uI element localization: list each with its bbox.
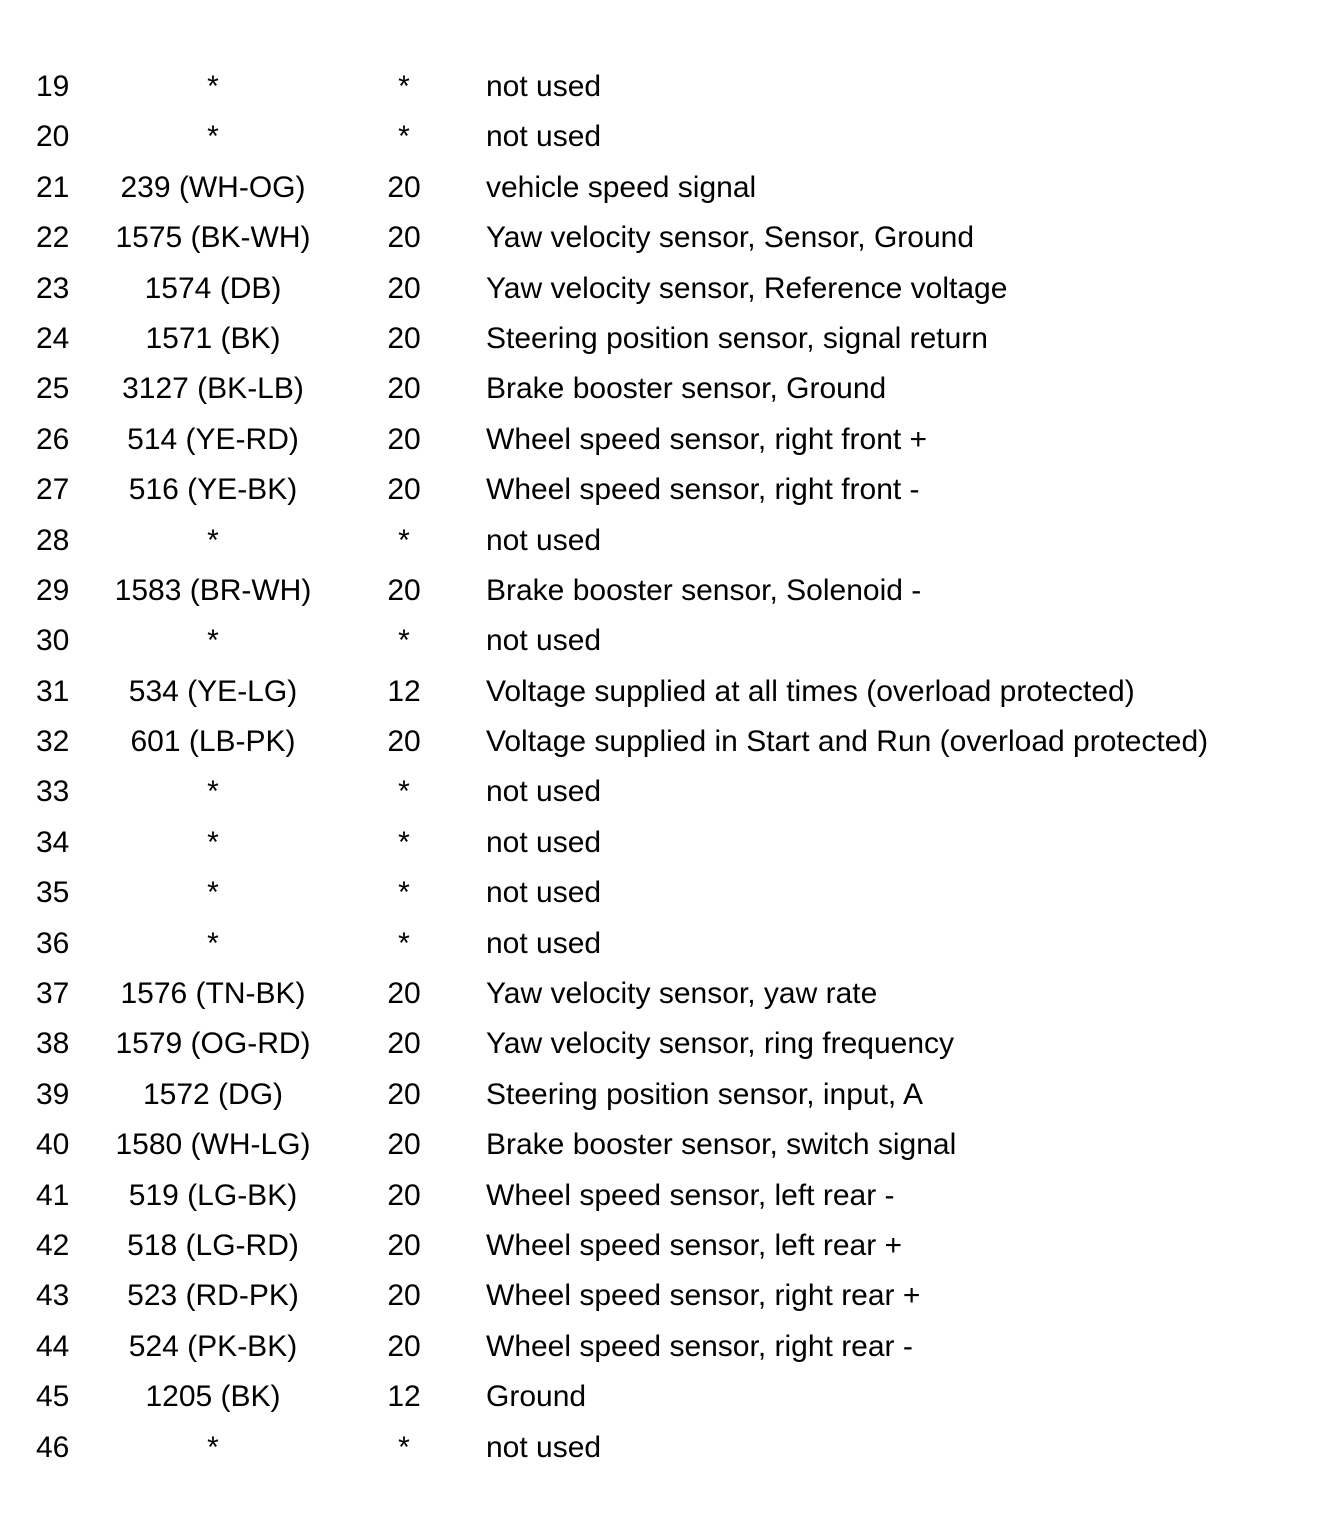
pin-number: 42 [36, 1228, 70, 1262]
circuit-id: 1575 (BK-WH) [115, 221, 311, 255]
wire-gauge: * [398, 876, 410, 910]
circuit-id: 1574 (DB) [144, 271, 282, 305]
pin-row [0, 415, 1323, 465]
pin-number: 26 [36, 422, 70, 456]
wire-gauge: 20 [387, 725, 421, 759]
pin-function: Yaw velocity sensor, yaw rate [486, 977, 878, 1011]
pin-row [0, 868, 1323, 918]
pin-row [0, 264, 1323, 314]
pin-function: Brake booster sensor, switch signal [486, 1128, 957, 1162]
pin-row [0, 314, 1323, 364]
pin-function: Yaw velocity sensor, Sensor, Ground [486, 221, 975, 255]
circuit-id: * [207, 775, 219, 809]
circuit-id: 518 (LG-RD) [127, 1228, 299, 1262]
pin-function: Wheel speed sensor, right front - [486, 473, 920, 507]
circuit-id: * [207, 70, 219, 103]
pin-function: not used [486, 120, 602, 154]
pin-number: 31 [36, 674, 70, 708]
pin-function: not used [486, 624, 602, 658]
wire-gauge: * [398, 70, 410, 103]
pin-function: not used [486, 1430, 602, 1464]
circuit-id: 1576 (TN-BK) [120, 977, 306, 1011]
wire-gauge: 20 [387, 1178, 421, 1212]
pin-function: Yaw velocity sensor, ring frequency [486, 1027, 955, 1061]
pin-row [0, 516, 1323, 566]
pin-row [0, 1322, 1323, 1372]
wire-gauge: 20 [387, 1279, 421, 1313]
pin-function: not used [486, 825, 602, 859]
wire-gauge: 20 [387, 422, 421, 456]
pin-row [0, 919, 1323, 969]
wire-gauge: * [398, 523, 410, 557]
wire-gauge: * [398, 775, 410, 809]
pin-row [0, 1171, 1323, 1221]
circuit-id: 523 (RD-PK) [127, 1279, 299, 1313]
pin-number: 32 [36, 725, 70, 759]
wire-gauge: * [398, 1430, 410, 1464]
pin-row [0, 667, 1323, 717]
wire-gauge: 20 [387, 170, 421, 204]
pin-function: not used [486, 523, 602, 557]
pin-number: 43 [36, 1279, 70, 1313]
pin-number: 35 [36, 876, 70, 910]
wire-gauge: * [398, 120, 410, 154]
wire-gauge: * [398, 926, 410, 960]
wire-gauge: 20 [387, 1128, 421, 1162]
pin-row [0, 163, 1323, 213]
circuit-id: 1579 (OG-RD) [115, 1027, 311, 1061]
circuit-id: * [207, 926, 219, 960]
wire-gauge: 20 [387, 372, 421, 406]
circuit-id: 239 (WH-OG) [120, 170, 306, 204]
pin-row [0, 213, 1323, 263]
pin-row [0, 364, 1323, 414]
circuit-id: 1580 (WH-LG) [115, 1128, 311, 1162]
pin-function: Yaw velocity sensor, Reference voltage [486, 271, 1008, 305]
pin-function: not used [486, 775, 602, 809]
pin-function: not used [486, 926, 602, 960]
pin-number: 23 [36, 271, 70, 305]
pin-number: 44 [36, 1329, 70, 1363]
wire-gauge: 20 [387, 1329, 421, 1363]
pin-function: not used [486, 70, 602, 103]
circuit-id: 1583 (BR-WH) [114, 573, 312, 607]
pin-number: 39 [36, 1077, 70, 1111]
pin-function: Voltage supplied at all times (overload protected) [486, 674, 1135, 708]
pin-row [0, 818, 1323, 868]
pin-number: 24 [36, 321, 70, 355]
circuit-id: 516 (YE-BK) [128, 473, 298, 507]
pin-function: Wheel speed sensor, left rear - [486, 1178, 895, 1212]
pin-row [0, 1070, 1323, 1120]
pin-row [0, 969, 1323, 1019]
pin-row [0, 112, 1323, 162]
circuit-id: * [207, 876, 219, 910]
pin-number: 21 [36, 170, 70, 204]
wire-gauge: 20 [387, 473, 421, 507]
pin-row [0, 465, 1323, 515]
circuit-id: 601 (LB-PK) [130, 725, 296, 759]
wire-gauge: 20 [387, 573, 421, 607]
pin-function: Ground [486, 1380, 587, 1414]
circuit-id: 1205 (BK) [145, 1380, 281, 1414]
wire-gauge: 12 [387, 1380, 421, 1414]
circuit-id: * [207, 624, 219, 658]
pin-row [0, 1019, 1323, 1069]
pin-number: 46 [36, 1430, 70, 1464]
pin-number: 45 [36, 1380, 70, 1414]
pin-function: Brake booster sensor, Ground [486, 372, 887, 406]
pin-row [0, 1423, 1323, 1473]
pin-row [0, 767, 1323, 817]
circuit-id: * [207, 825, 219, 859]
pin-number: 34 [36, 825, 70, 859]
pin-function: Steering position sensor, signal return [486, 321, 988, 355]
circuit-id: 1572 (DG) [142, 1077, 284, 1111]
pin-function: Brake booster sensor, Solenoid - [486, 573, 922, 607]
circuit-id: * [207, 120, 219, 154]
circuit-id: 1571 (BK) [145, 321, 281, 355]
pin-number: 38 [36, 1027, 70, 1061]
pin-function: Wheel speed sensor, left rear + [486, 1228, 903, 1262]
wire-gauge: 20 [387, 1077, 421, 1111]
pin-number: 30 [36, 624, 70, 658]
circuit-id: * [207, 523, 219, 557]
pin-number: 28 [36, 523, 70, 557]
pin-number: 27 [36, 473, 70, 507]
pin-number: 25 [36, 372, 70, 406]
pin-number: 20 [36, 120, 70, 154]
pin-number: 22 [36, 221, 70, 255]
wire-gauge: 20 [387, 271, 421, 305]
wire-gauge: 20 [387, 977, 421, 1011]
pin-row [0, 62, 1323, 112]
pin-function: Wheel speed sensor, right front + [486, 422, 928, 456]
pin-number: 36 [36, 926, 70, 960]
pin-row [0, 566, 1323, 616]
pin-number: 37 [36, 977, 70, 1011]
circuit-id: 524 (PK-BK) [128, 1329, 298, 1363]
pin-row [0, 717, 1323, 767]
circuit-id: * [207, 1430, 219, 1464]
pin-number: 29 [36, 573, 70, 607]
wire-gauge: 20 [387, 321, 421, 355]
circuit-id: 519 (LG-BK) [128, 1178, 298, 1212]
wire-gauge: 20 [387, 1228, 421, 1262]
circuit-id: 514 (YE-RD) [127, 422, 299, 456]
wire-gauge: 20 [387, 1027, 421, 1061]
pin-row [0, 1271, 1323, 1321]
pin-number: 33 [36, 775, 70, 809]
wire-gauge: 20 [387, 221, 421, 255]
pin-function: not used [486, 876, 602, 910]
connector-pinout-table [0, 62, 1323, 1473]
pin-row [0, 1372, 1323, 1422]
pin-function: Wheel speed sensor, right rear - [486, 1329, 913, 1363]
wire-gauge: 12 [387, 674, 421, 708]
pin-number: 19 [36, 70, 70, 103]
pin-number: 41 [36, 1178, 70, 1212]
pin-row [0, 1221, 1323, 1271]
pin-row [0, 616, 1323, 666]
circuit-id: 3127 (BK-LB) [122, 372, 304, 406]
pin-function: Voltage supplied in Start and Run (overload protected) [486, 725, 1209, 759]
circuit-id: 534 (YE-LG) [128, 674, 298, 708]
pin-function: Steering position sensor, input, A [486, 1077, 923, 1111]
wire-gauge: * [398, 624, 410, 658]
pin-function: vehicle speed signal [486, 170, 757, 204]
pin-row [0, 1120, 1323, 1170]
pin-number: 40 [36, 1128, 70, 1162]
pin-function: Wheel speed sensor, right rear + [486, 1279, 921, 1313]
wire-gauge: * [398, 825, 410, 859]
